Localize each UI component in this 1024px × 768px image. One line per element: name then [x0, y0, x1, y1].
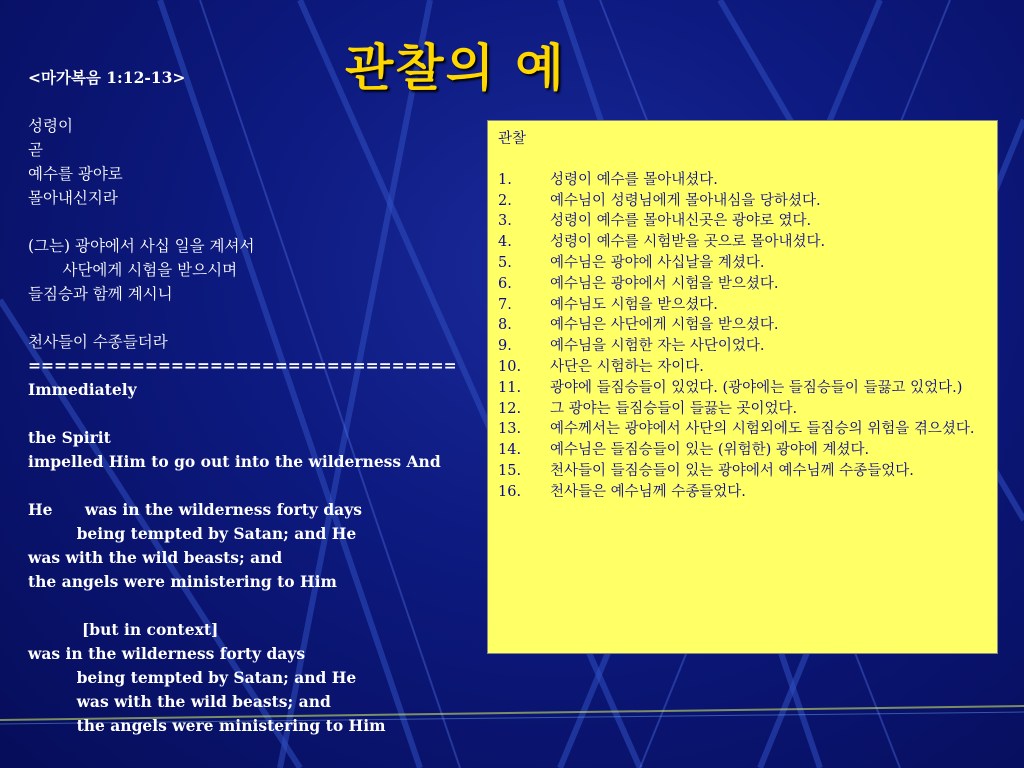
scripture-line: the angels were ministering to Him	[28, 572, 337, 591]
observation-item	[498, 211, 987, 232]
item-text: 예수님은 들짐승들이 있는 (위험한) 광야에 계셨다.	[550, 442, 870, 459]
item-text: 성령이 예수를 시험받을 곳으로 몰아내셨다.	[550, 234, 826, 251]
observation-item	[498, 419, 987, 440]
item-number: 13.	[498, 421, 522, 438]
item-number: 16.	[498, 483, 522, 500]
item-number: 7.	[498, 296, 512, 313]
item-number: 6.	[498, 275, 512, 292]
observation-item	[498, 253, 987, 274]
scripture-line: <마가복음 1:12-13>	[28, 68, 186, 87]
item-number: 8.	[498, 317, 512, 334]
observation-item	[498, 378, 987, 399]
scripture-line: 사단에게 시험을 받으시며	[28, 261, 238, 279]
observation-item	[498, 232, 987, 253]
observation-item	[498, 315, 987, 336]
scripture-text-block	[28, 66, 457, 738]
observation-box	[487, 120, 998, 654]
scripture-line: was in the wilderness forty days	[28, 644, 306, 663]
item-text: 사단은 시험하는 자이다.	[550, 358, 704, 375]
observation-item	[498, 440, 987, 461]
item-text: 예수님도 시험을 받으셨다.	[550, 296, 718, 313]
item-number: 9.	[498, 338, 512, 355]
scripture-line: 천사들이 수종들더라	[28, 333, 168, 351]
item-text: 예수님은 광야에서 시험을 받으셨다.	[550, 275, 779, 292]
observation-item	[498, 170, 987, 191]
item-number: 15.	[498, 462, 522, 479]
observation-item	[498, 191, 987, 212]
item-text: 예수님은 사단에게 시험을 받으셨다.	[550, 317, 779, 334]
item-number: 1.	[498, 171, 512, 188]
item-number: 3.	[498, 213, 512, 230]
scripture-line: 예수를 광야로	[28, 165, 123, 183]
item-number: 5.	[498, 254, 512, 271]
item-number: 14.	[498, 442, 522, 459]
scripture-line: Immediately	[28, 380, 137, 399]
observation-item	[498, 295, 987, 316]
item-text: 천사들이 들짐승들이 있는 광야에서 예수님께 수종들었다.	[550, 462, 914, 479]
scripture-line: being tempted by Satan; and He	[28, 668, 357, 687]
item-text: 성령이 예수를 몰아내신곳은 광야로 였다.	[550, 213, 812, 230]
item-number: 4.	[498, 234, 512, 251]
scripture-line: was with the wild beasts; and	[28, 548, 283, 567]
observation-item	[498, 274, 987, 295]
blank-line	[28, 402, 448, 426]
scripture-line: being tempted by Satan; and He	[28, 524, 357, 543]
blank-line	[28, 594, 448, 618]
observation-item	[498, 399, 987, 420]
item-text: 성령이 예수를 몰아내셨다.	[550, 171, 718, 188]
item-text: 광야에 들짐승들이 있었다. (광야에는 들짐승들이 들끓고 있었다.)	[550, 379, 963, 396]
scripture-line: the angels were ministering to Him	[28, 716, 386, 735]
blank-line	[28, 306, 448, 330]
scripture-line: impelled Him to go out into the wilderness And	[28, 452, 441, 471]
observation-item	[498, 357, 987, 378]
item-text: 예수께서는 광야에서 사단의 시험외에도 들짐승의 위험을 겪으셨다.	[550, 421, 975, 438]
item-number: 2.	[498, 192, 512, 209]
item-text: 예수님이 성령님에게 몰아내심을 당하셨다.	[550, 192, 821, 209]
observation-item	[498, 482, 987, 503]
observation-item	[498, 336, 987, 357]
observation-list	[498, 170, 987, 503]
blank-line	[28, 90, 448, 114]
scripture-line: 성령이	[28, 117, 73, 135]
item-number: 11.	[498, 379, 522, 396]
scripture-line: was with the wild beasts; and	[28, 692, 331, 711]
item-text: 천사들은 예수님께 수종들었다.	[550, 483, 746, 500]
slide-title: 관찰의 예	[345, 39, 566, 97]
item-text: 예수님은 광야에 사십날을 계셨다.	[550, 254, 765, 271]
scripture-line: He was in the wilderness forty days	[28, 500, 362, 519]
item-text: 그 광야는 들짐승들이 들끓는 곳이었다.	[550, 400, 798, 417]
item-number: 10.	[498, 358, 522, 375]
blank-line	[28, 474, 448, 498]
item-number: 12.	[498, 400, 522, 417]
scripture-line: 곧	[28, 141, 43, 159]
scripture-line: the Spirit	[28, 428, 111, 447]
scripture-line: =================================	[28, 356, 457, 375]
blank-line	[28, 210, 448, 234]
scripture-line: 들짐승과 함께 계시니	[28, 285, 173, 303]
item-text: 예수님을 시험한 자는 사단이었다.	[550, 338, 765, 355]
scripture-line: [but in context]	[28, 620, 219, 639]
scripture-line: 몰아내신지라	[28, 189, 118, 207]
observation-item	[498, 461, 987, 482]
scripture-line: (그는) 광야에서 사십 일을 계셔서	[28, 237, 255, 255]
observation-heading: 관찰	[498, 131, 527, 147]
